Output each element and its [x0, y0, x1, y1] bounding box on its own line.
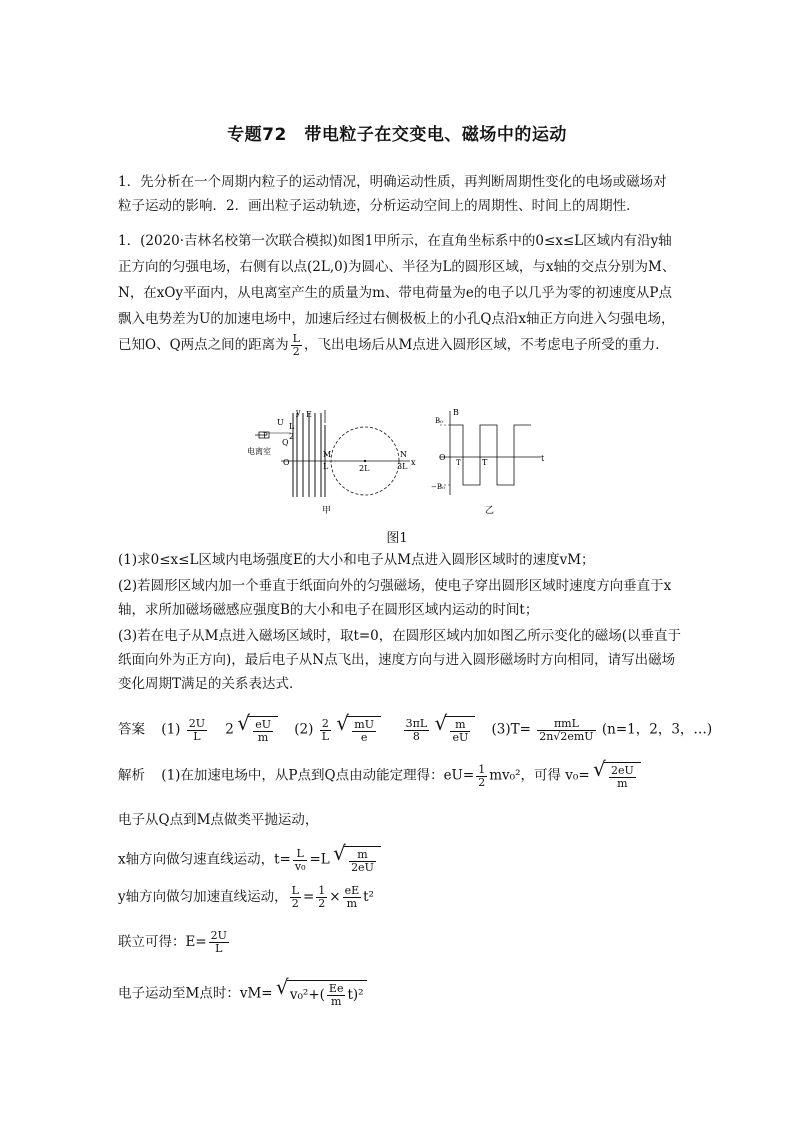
- analysis-line-6: 电子运动至M点时：vM= √ v₀²+( $\frac{Ee}{m}$ t)²: [118, 980, 367, 1008]
- answer-2-time-sqrt: √ $\frac{m}{eU}$: [445, 716, 475, 744]
- fig-label-y: y: [296, 408, 301, 417]
- fig-label-e: E: [306, 410, 312, 419]
- fig-label-p: P: [263, 432, 268, 440]
- figure-1: [245, 405, 565, 530]
- fig-left-label: 甲: [322, 506, 332, 516]
- problem-text-2: ，飞出电场后从M点进入圆形区域，不考虑电子所受的重力．: [303, 337, 669, 353]
- fig-label-n: N: [400, 450, 407, 459]
- fig-label-t-period: T: [482, 458, 488, 467]
- analysis-line-1: 解析 (1)在加速电场中，从P点到Q点由动能定理得：eU= $\frac{1}{2}$ mv₀²，可得 v₀= √ $\frac{2eU}{m}$: [118, 762, 641, 790]
- answer-line: 答案 (1) $\frac{2U}{L}$ 2 √ $\frac{eU}{m}$ (2) $\frac{2}{L}$ √ $\frac{mU}{e}$ $\frac{3\pi L}{8}$ √ $\frac{m}{eU}$ (3)T= $\frac{\text{πmL}}{\text{2n√2emU}}$ (n=1，2，3，…): [118, 716, 712, 744]
- fig-label-3l: 3L: [397, 462, 408, 471]
- analysis-label: 解析: [118, 767, 145, 784]
- fig-label-b: B: [453, 408, 459, 417]
- fig-label-2l: 2L: [359, 464, 370, 473]
- answer-2-fraction: $\frac{2}{L}$: [321, 716, 329, 743]
- analysis-line-3: x轴方向做匀速直线运动，t= $\frac{L}{\text{v₀}}$ =L √ $\frac{m}{2eU}$: [118, 846, 381, 874]
- fig-label-l: L: [289, 422, 295, 431]
- fig-right-label: 乙: [485, 506, 495, 516]
- fig-label-ionroom: 电离室: [247, 447, 271, 456]
- figure-caption: 图1: [386, 531, 408, 546]
- answer-1-sqrt: √ $\frac{eU}{m}$: [248, 716, 278, 744]
- fig-label-lx: L: [323, 462, 329, 471]
- intro-paragraph: 1．先分析在一个周期内粒子的运动情况，明确运动性质，再判断周期性变化的电场或磁场对粒子运动的影响．2．画出粒子运动轨迹，分析运动空间上的周期性、时间上的周期性．: [118, 174, 667, 214]
- fig-label-2: 2: [289, 432, 295, 441]
- v0-sqrt: √ $\frac{2eU}{m}$: [604, 762, 641, 790]
- answer-1-fraction: $\frac{2U}{L}$: [188, 716, 205, 743]
- fig-label-x: x: [411, 458, 416, 467]
- fig-label-b0: B₀: [435, 417, 443, 425]
- question-1: (1)求0≤x≤L区域内电场强度E的大小和电子从M点进入圆形区域时的速度vM；: [118, 552, 595, 568]
- question-3: (3)若在电子从M点进入磁场区域时，取t=0，在圆形区域内加如图乙所示变化的磁场(以垂直于纸面向外为正方向)，最后电子从N点飞出，速度方向与进入圆形磁场时方向相同，请写出磁场变化周期T满足的关系表达式．: [118, 628, 682, 692]
- vm-sqrt: √ v₀²+( $\frac{Ee}{m}$ t)²: [287, 980, 367, 1008]
- fig-label-q: Q: [282, 438, 289, 447]
- fig-label-u: U: [277, 418, 284, 427]
- figure-yi: [431, 408, 545, 516]
- answer-label: 答案: [118, 721, 145, 738]
- analysis-line-4: y轴方向做匀加速直线运动， $\frac{L}{2}$ = $\frac{1}{2}$ × $\frac{eE}{m}$ t²: [118, 884, 374, 910]
- fig-label-t-half: T: [456, 459, 461, 467]
- fig-label-neg-b0: −B₀: [431, 483, 445, 491]
- analysis-line-2: 电子从Q点到M点做类平抛运动，: [118, 812, 319, 828]
- fig-label-t-axis: t: [541, 454, 545, 463]
- fig-label-m: M: [323, 450, 332, 459]
- answer-2-time-fraction: $\frac{3\pi L}{8}$: [405, 716, 428, 743]
- figure-jia: [247, 408, 416, 516]
- fig-label-o2: O: [439, 453, 446, 462]
- answer-3-fraction: $\frac{\text{πmL}}{\text{2n√2emU}}$: [539, 716, 594, 743]
- answer-2-sqrt: √ $\frac{mU}{e}$: [347, 716, 381, 744]
- page-title: 专题72 带电粒子在交变电、磁场中的运动: [227, 125, 567, 145]
- question-2: (2)若圆形区域内加一个垂直于纸面向外的匀强磁场，使电子穿出圆形区域时速度方向垂直于x轴，求所加磁场磁感应强度B的大小和电子在圆形区域内运动的时间t；: [118, 578, 672, 618]
- problem-statement: [118, 228, 678, 358]
- fig-label-o: O: [283, 458, 290, 467]
- oq-fraction: $\frac{L}{2}$: [292, 332, 300, 358]
- analysis-line-5: 联立可得：E= $\frac{2U}{L}$: [118, 929, 227, 955]
- problem-text-1: 1．(2020·吉林名校第一次联合模拟)如图1甲所示，在直角坐标系中的0≤x≤L区域内有沿y轴正方向的匀强电场，右侧有以点(2L,0)为圆心、半径为L的圆形区域，与x轴的交点分别为M、N，在xOy平面内，从电离室产生的质量为m、带电荷量为e的电子以几乎为零的初速度从P点飘入电势差为U的加速电场中，加速后经过右侧极板上的小孔Q点沿x轴正方向进入匀强电场，已知O、Q两点之间的距离为: [118, 233, 676, 353]
